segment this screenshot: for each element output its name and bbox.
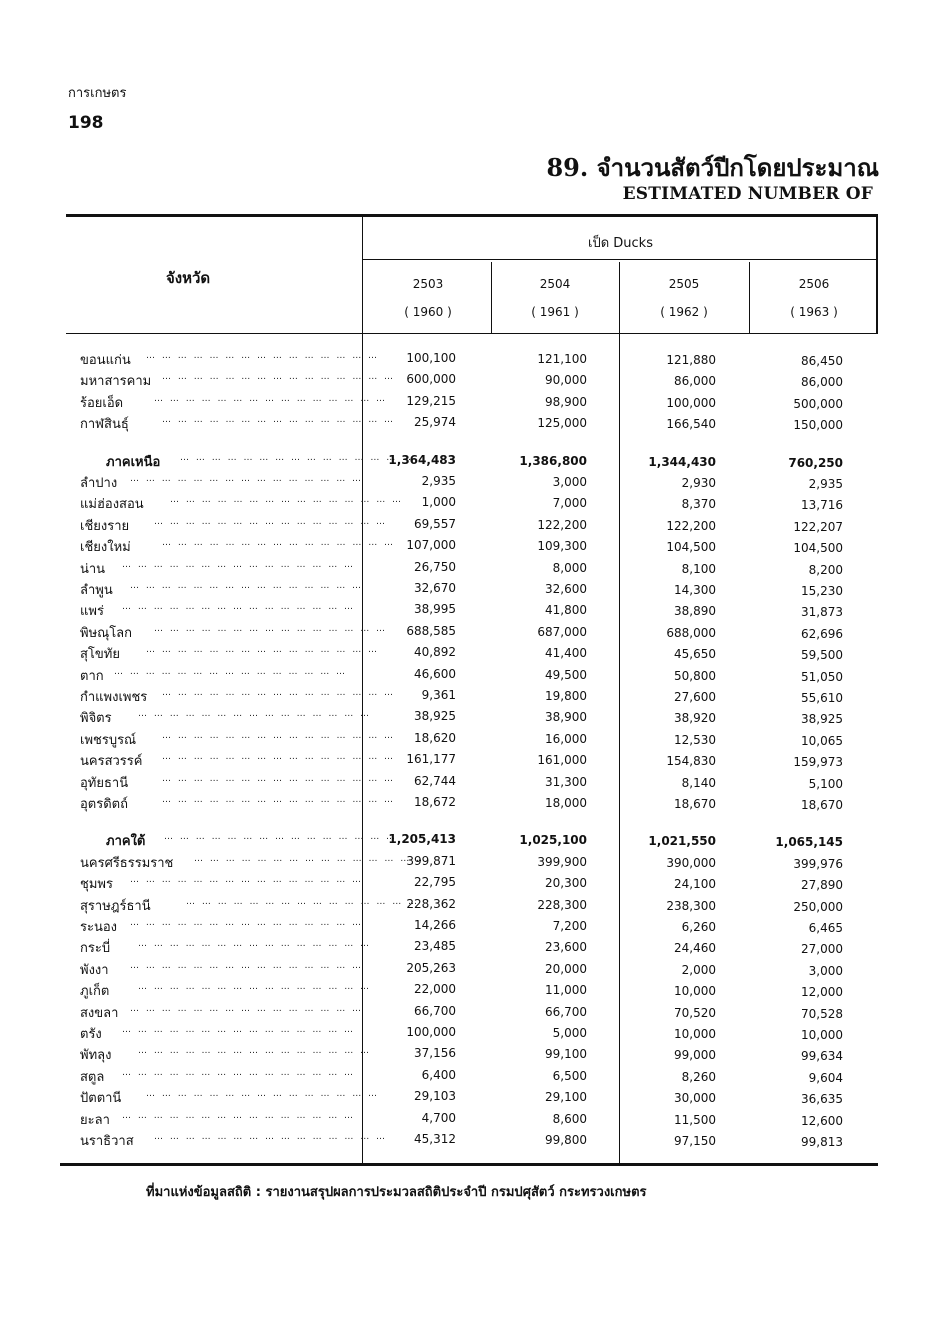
value-cell: 20,300 [545,876,587,891]
value-cell: 2,930 [681,476,716,490]
value-cell: 4,700 [421,1110,456,1125]
value-cell: 8,200 [808,562,843,577]
value-cell: 31,873 [801,605,843,620]
value-cell: 3,000 [552,475,587,489]
leader-dots: … … … … … … … … … … … … … … … [122,602,356,613]
value-cell: 41,800 [545,603,587,618]
value-cell: 38,995 [414,602,456,617]
province-name: กำแพงเพชร [80,690,148,705]
province-name: เชียงใหม่ [80,540,131,556]
table-row [0,413,941,434]
value-cell: 10,000 [674,1027,716,1041]
value-cell: 24,460 [674,941,716,956]
value-cell: 8,140 [681,775,716,790]
leader-dots: … … … … … … … … … … … … … … … [146,351,380,361]
leader-dots: … … … … … … … … … … … … … … … [170,495,404,506]
province-name: ชุมพร [80,877,113,893]
table-row [0,1023,941,1044]
value-cell: 24,100 [674,877,716,892]
leader-dots: … … … … … … … … … … … … … … … [122,1067,356,1078]
value-cell: 38,900 [545,710,587,725]
leader-dots: … … … … … … … … … … … … … … … [164,832,398,843]
value-cell: 16,000 [545,731,587,746]
value-cell: 14,300 [674,583,716,597]
value-cell: 1,364,483 [388,452,456,467]
value-cell: 166,540 [666,417,716,432]
value-cell: 1,065,145 [775,835,843,850]
province-name: นราธิวาส [80,1134,134,1149]
table-row [0,622,941,643]
value-cell: 238,300 [666,898,716,913]
value-cell: 5,000 [552,1026,587,1040]
value-cell: 62,744 [414,773,456,788]
leader-dots: … … … … … … … … … … … … … … … [130,875,364,886]
value-cell: 8,260 [681,1069,716,1084]
value-cell: 10,000 [801,1028,843,1042]
table-row [0,1066,941,1087]
table-row [0,558,941,579]
value-cell: 150,000 [793,418,843,433]
province-name: เชียงราย [80,518,130,534]
leader-dots: … … … … … … … … … … … … … … … [162,538,396,549]
value-cell: 99,100 [545,1047,587,1062]
province-name: พัทลุง [80,1048,112,1064]
table-row [0,686,941,707]
right-border [876,214,878,334]
value-cell: 9,604 [808,1070,843,1085]
value-cell: 38,925 [414,709,456,724]
value-cell: 1,386,800 [519,453,587,468]
value-cell: 29,103 [414,1089,456,1104]
value-cell: 154,830 [666,754,716,769]
value-cell: 38,925 [801,712,843,727]
province-name: กาฬสินธุ์ [80,417,129,433]
province-name: ขอนแก่น [80,353,131,368]
table-row [0,873,941,894]
value-cell: 228,300 [537,897,587,912]
province-name: ระนอง [80,920,118,935]
value-cell: 6,260 [681,920,716,934]
value-cell: 7,200 [552,919,587,933]
table-row [0,515,941,536]
value-cell: 59,500 [801,648,843,663]
value-cell: 15,230 [801,584,843,598]
value-cell: 12,000 [801,985,843,1000]
province-name: สงขลา [80,1005,119,1021]
value-cell: 49,500 [545,667,587,682]
table-row [0,370,941,391]
value-cell: 66,700 [545,1004,587,1019]
table-row [0,665,941,686]
region-total-row [0,451,941,472]
value-cell: 8,000 [552,560,587,575]
value-cell: 18,672 [414,795,456,809]
value-cell: 46,600 [414,666,456,681]
value-cell: 66,700 [414,1003,456,1018]
year-be-2505: 2505 [668,277,700,291]
value-cell: 32,600 [545,582,587,596]
value-cell: 51,050 [801,669,843,684]
province-name: ภาคเหนือ [106,454,161,470]
leader-dots: … … … … … … … … … … … … … … … [162,795,396,805]
leader-dots: … … … … … … … … … … … … … … … [154,516,388,527]
value-cell: 97,150 [674,1134,716,1148]
value-cell: 129,215 [406,393,456,408]
leader-dots: … … … … … … … … … … … … … … … [154,623,388,634]
province-name: ภูเก็ต [80,984,110,1000]
value-cell: 86,000 [674,374,716,389]
province-name: ภาคใต้ [106,834,146,850]
table-row [0,349,941,370]
value-cell: 161,177 [406,752,456,767]
table-top-rule [66,214,878,217]
value-cell: 38,890 [674,604,716,619]
leader-dots: … … … … … … … … … … … … … … … [162,752,396,763]
value-cell: 121,880 [666,353,716,367]
province-name: พังงา [80,962,109,978]
province-name: แพร่ [80,604,104,620]
value-cell: 12,530 [674,732,716,747]
value-cell: 100,000 [666,395,716,410]
value-cell: 13,716 [801,498,843,513]
value-cell: 29,100 [545,1090,587,1105]
table-row [0,579,941,600]
column-divider-2 [491,262,492,334]
value-cell: 205,263 [406,960,456,975]
value-cell: 399,871 [406,853,456,868]
table-row [0,729,941,750]
value-cell: 62,696 [801,626,843,641]
province-name: ตาก [80,668,104,684]
value-cell: 30,000 [674,1091,716,1106]
value-cell: 122,207 [793,519,843,534]
table-row [0,1002,941,1023]
value-cell: 688,585 [406,623,456,638]
table-row [0,536,941,557]
value-cell: 3,000 [808,963,843,978]
leader-dots: … … … … … … … … … … … … … … … [154,1132,388,1142]
leader-dots: … … … … … … … … … … … … … … … [162,415,396,426]
value-cell: 228,362 [406,896,456,911]
leader-dots: … … … … … … … … … … … … … … … [154,393,388,404]
year-be-2503: 2503 [412,277,444,291]
table-row [0,600,941,621]
value-cell: 1,025,100 [519,833,587,848]
province-name: ร้อยเอ็ด [80,395,124,411]
value-cell: 50,800 [674,668,716,683]
value-cell: 27,890 [801,878,843,893]
value-cell: 7,000 [552,496,587,511]
table-row [0,937,941,958]
value-cell: 250,000 [793,899,843,914]
value-cell: 70,520 [674,1005,716,1020]
value-cell: 500,000 [793,396,843,411]
leader-dots: … … … … … … … … … … … … … … … [130,474,364,484]
table-row [0,852,941,873]
table-bottom-rule [60,1163,878,1166]
leader-dots: … … … … … … … … … … … … … … … [130,581,364,591]
value-cell: 1,344,430 [648,454,716,469]
table-row [0,493,941,514]
value-cell: 125,000 [537,416,587,431]
leader-dots: … … … … … … … … … … … … … … … [138,939,372,950]
province-name: สุโขทัย [80,647,120,663]
leader-dots: … … … … … … … … … … … … … … … [122,1025,356,1035]
value-cell: 1,205,413 [388,832,456,847]
value-cell: 100,100 [406,351,456,365]
value-cell: 688,000 [666,625,716,640]
value-cell: 9,361 [421,688,456,702]
group-rule [363,259,876,260]
table-row [0,472,941,493]
year-ce-1963: ( 1963 ) [790,305,838,319]
province-name: ลำพูน [80,583,113,598]
value-cell: 390,000 [666,855,716,870]
value-cell: 2,935 [808,477,843,491]
province-name: อุทัยธานี [80,775,129,791]
value-cell: 45,650 [674,647,716,662]
value-cell: 70,528 [801,1006,843,1021]
value-cell: 99,634 [801,1049,843,1064]
value-cell: 38,920 [674,711,716,726]
value-cell: 161,000 [537,753,587,768]
value-cell: 23,485 [414,939,456,954]
province-name: เพชรบูรณ์ [80,732,137,748]
value-cell: 45,312 [414,1132,456,1146]
value-cell: 22,795 [414,875,456,890]
table-row [0,916,941,937]
value-cell: 19,800 [545,689,587,703]
leader-dots: … … … … … … … … … … … … … … … [146,1089,380,1100]
value-cell: 760,250 [788,455,843,470]
source-note: ที่มาแห่งข้อมูลสถิติ : รายงานสรุปผลการประมวลสถิติประจำปี กรมปศุสัตว์ กระทรวงเกษตร [146,1185,647,1200]
table-row [0,772,941,793]
value-cell: 2,000 [681,962,716,977]
value-cell: 18,000 [545,796,587,810]
value-cell: 69,557 [414,516,456,531]
table-title-thai: 89. จำนวนสัตว์ปีกโดยประมาณ [546,153,879,182]
province-name: ปัตตานี [80,1091,122,1107]
province-name: ตรัง [80,1027,102,1042]
value-cell: 10,065 [801,733,843,748]
value-cell: 109,300 [537,539,587,554]
value-cell: 99,813 [801,1135,843,1149]
value-cell: 22,000 [414,982,456,997]
value-cell: 27,000 [801,942,843,957]
table-row [0,707,941,728]
value-cell: 100,000 [406,1025,456,1039]
value-cell: 12,600 [801,1113,843,1128]
value-cell: 25,974 [414,415,456,430]
leader-dots: … … … … … … … … … … … … … … … [130,1003,364,1014]
leader-dots: … … … … … … … … … … … … … … … [130,960,364,971]
value-cell: 32,670 [414,581,456,595]
value-cell: 86,000 [801,375,843,390]
province-name: น่าน [80,561,106,577]
table-row [0,1044,941,1065]
value-cell: 86,450 [801,354,843,368]
value-cell: 99,000 [674,1048,716,1063]
province-name: สตูล [80,1069,105,1085]
leader-dots: … … … … … … … … … … … … … … … [114,666,348,677]
province-name: ยะลา [80,1112,110,1128]
table-row [0,1087,941,1108]
table-row [0,959,941,980]
table-row [0,1109,941,1130]
value-cell: 6,465 [808,921,843,935]
leader-dots: … … … … … … … … … … … … … … … [162,372,396,383]
value-cell: 1,021,550 [648,834,716,849]
table-row [0,643,941,664]
value-cell: 36,635 [801,1092,843,1107]
year-be-2504: 2504 [539,277,571,291]
column-divider-4 [749,262,750,334]
table-row [0,1130,941,1151]
leader-dots: … … … … … … … … … … … … … … … [162,688,396,698]
value-cell: 104,500 [793,541,843,556]
value-cell: 1,000 [421,495,456,510]
leader-dots: … … … … … … … … … … … … … … … [138,1046,372,1057]
value-cell: 10,000 [674,984,716,999]
value-cell: 23,600 [545,940,587,955]
table-row [0,980,941,1001]
table-title-english: ESTIMATED NUMBER OF [622,184,873,204]
section-label: การเกษตร [68,86,127,101]
value-cell: 41,400 [545,646,587,661]
value-cell: 600,000 [406,372,456,387]
leader-dots: … … … … … … … … … … … … … … … [180,452,414,463]
page-number: 198 [68,113,104,133]
province-name: ลำปาง [80,476,118,491]
value-cell: 11,000 [545,983,587,998]
value-cell: 98,900 [545,394,587,409]
year-be-2506: 2506 [798,277,830,291]
leader-dots: … … … … … … … … … … … … … … … [162,730,396,741]
leader-dots: … … … … … … … … … … … … … … … [122,559,356,570]
year-ce-1961: ( 1961 ) [531,305,579,319]
leader-dots: … … … … … … … … … … … … … … … [186,896,420,907]
province-name: สุราษฎร์ธานี [80,898,151,914]
year-ce-1962: ( 1962 ) [660,305,708,319]
value-cell: 5,100 [808,776,843,791]
province-name: พิจิตร [80,711,112,727]
value-cell: 20,000 [545,961,587,976]
value-cell: 26,750 [414,559,456,574]
province-name: อุตรดิตถ์ [80,797,128,812]
value-cell: 18,670 [674,797,716,811]
value-cell: 159,973 [793,755,843,770]
value-cell: 11,500 [674,1112,716,1127]
province-name: นครสวรรค์ [80,754,143,770]
leader-dots: … … … … … … … … … … … … … … … [122,1110,356,1121]
value-cell: 399,976 [793,856,843,871]
province-name: กระบี่ [80,941,111,957]
ducks-group-header: เป็ด Ducks [588,236,653,251]
province-column-header: จังหวัด [166,269,211,287]
value-cell: 99,800 [545,1133,587,1147]
value-cell: 104,500 [666,540,716,555]
value-cell: 399,900 [537,854,587,869]
value-cell: 122,200 [666,518,716,533]
leader-dots: … … … … … … … … … … … … … … … [130,918,364,928]
province-name: แม่ฮ่องสอน [80,497,144,513]
value-cell: 55,610 [801,691,843,705]
value-cell: 8,100 [681,561,716,576]
value-cell: 122,200 [537,517,587,532]
leader-dots: … … … … … … … … … … … … … … … [138,982,372,993]
leader-dots: … … … … … … … … … … … … … … … [162,773,396,784]
value-cell: 31,300 [545,774,587,789]
province-name: มหาสารคาม [80,374,152,390]
leader-dots: … … … … … … … … … … … … … … … [138,709,372,720]
value-cell: 6,500 [552,1068,587,1083]
table-row [0,392,941,413]
value-cell: 40,892 [414,645,456,660]
value-cell: 90,000 [545,373,587,388]
value-cell: 14,266 [414,918,456,932]
value-cell: 121,100 [537,352,587,366]
leader-dots: … … … … … … … … … … … … … … … [146,645,380,656]
province-name: นครศรีธรรมราช [80,855,174,871]
value-cell: 6,400 [421,1067,456,1082]
year-ce-1960: ( 1960 ) [404,305,452,319]
value-cell: 107,000 [406,538,456,553]
leader-dots: … … … … … … … … … … … … … … … [194,853,428,864]
region-total-row [0,830,941,851]
province-name: พิษณุโลก [80,625,133,641]
header-bottom-rule [66,333,878,334]
value-cell: 18,620 [414,730,456,745]
value-cell: 8,600 [552,1111,587,1126]
value-cell: 18,670 [801,798,843,812]
table-row [0,750,941,771]
value-cell: 37,156 [414,1046,456,1061]
table-row [0,793,941,814]
table-row [0,895,941,916]
value-cell: 687,000 [537,624,587,639]
value-cell: 27,600 [674,690,716,704]
value-cell: 8,370 [681,497,716,512]
value-cell: 2,935 [421,474,456,488]
